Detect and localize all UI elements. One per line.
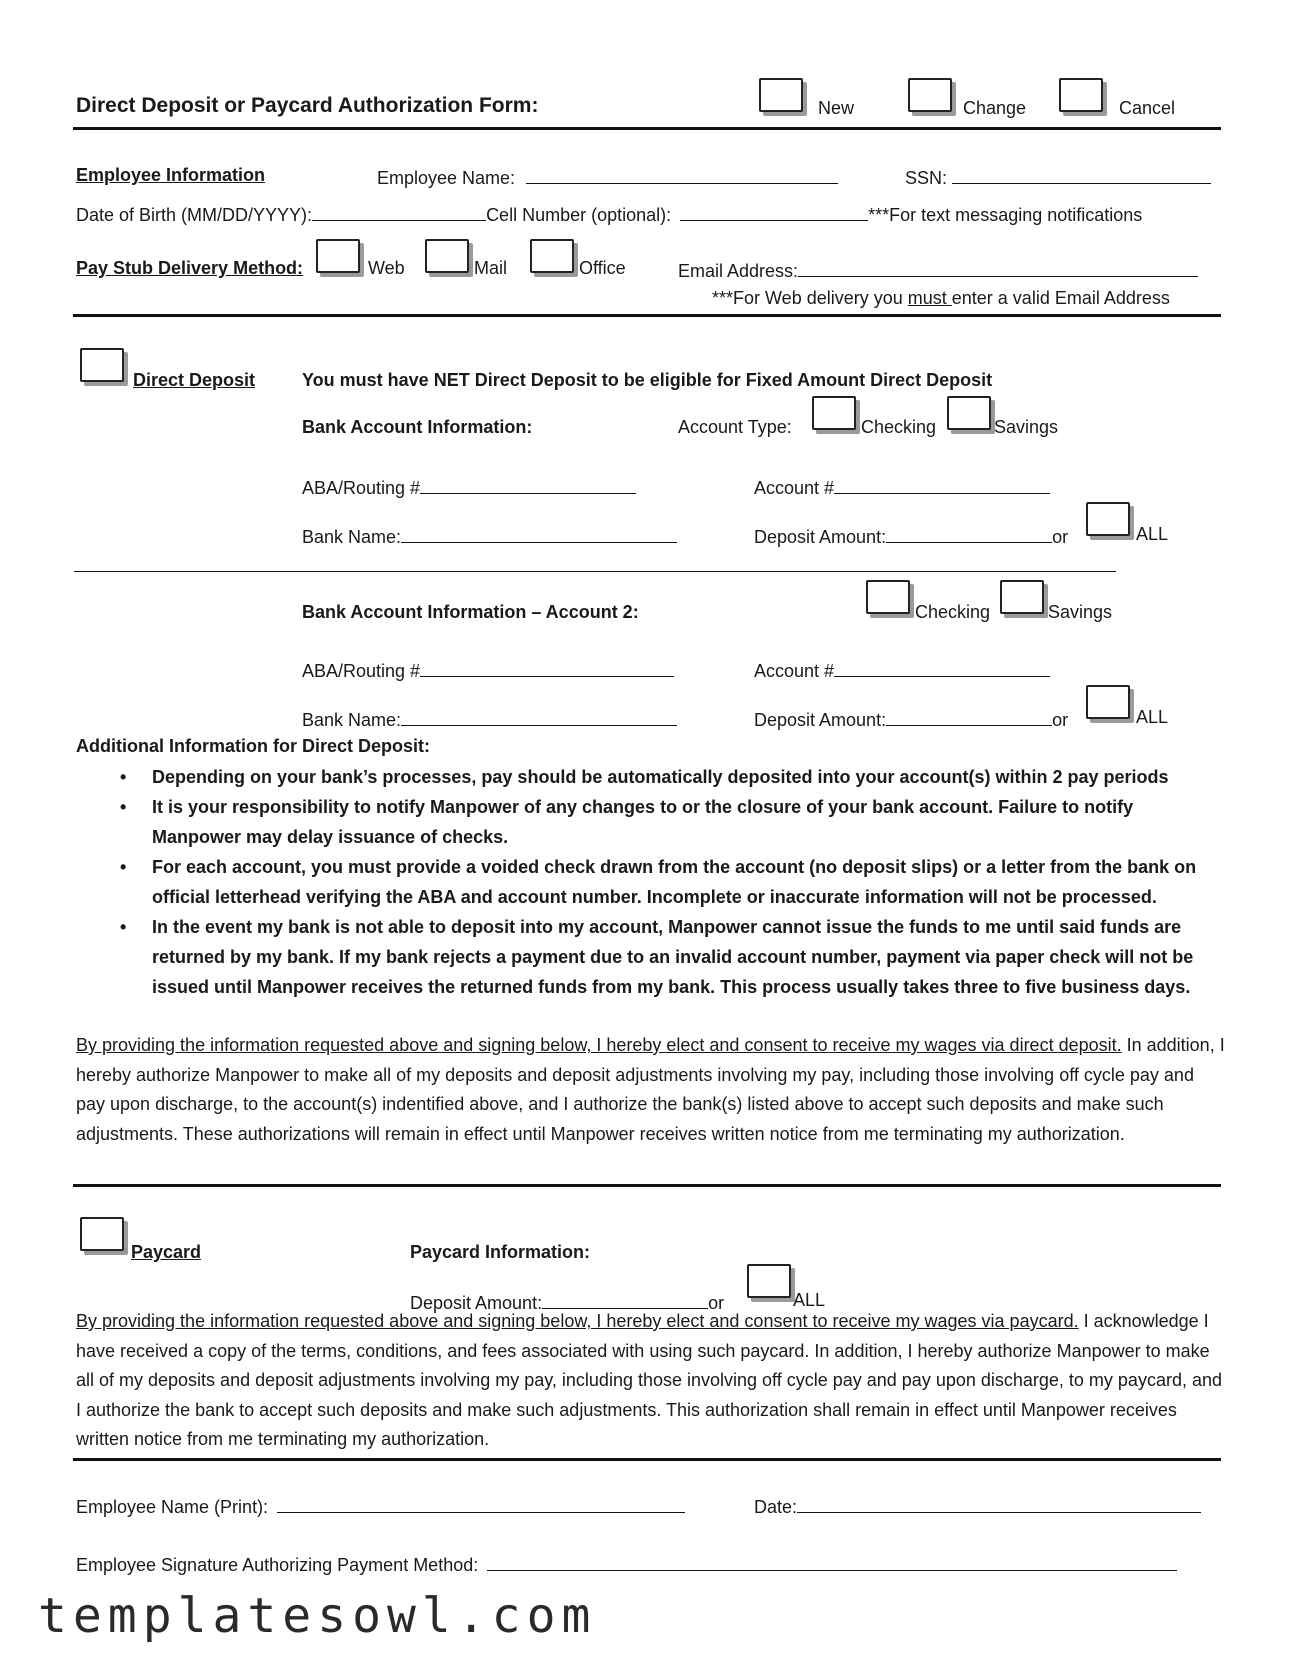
account-row <box>754 476 1050 497</box>
paycard-consent <box>76 1307 1226 1455</box>
employee-name-row <box>377 166 838 187</box>
bank-name2-field[interactable] <box>401 708 677 726</box>
account-divider <box>74 571 1116 572</box>
signature-field[interactable] <box>487 1553 1177 1571</box>
bullet-text: For each account, you must provide a voided check drawn from the account (no deposit slips) or a letter from the bank on official letterhead verifying the ABA and account number. Incomplete or inaccurate information will not be processed. <box>152 857 1197 907</box>
dob-label: Date of Birth (MM/DD/YYYY): <box>76 205 313 225</box>
office-label: Office <box>579 258 626 278</box>
deposit-amount-field[interactable] <box>886 525 1052 543</box>
name-print-label: Employee Name (Print): <box>76 1497 269 1517</box>
routing-label: ABA/Routing # <box>302 478 421 498</box>
email-label: Email Address: <box>678 261 799 281</box>
direct-deposit-checkbox[interactable] <box>80 348 124 382</box>
web-note-pre: ***For Web delivery you <box>712 288 908 308</box>
account2-field[interactable] <box>834 659 1050 677</box>
ssn-field[interactable] <box>952 166 1211 184</box>
dob-field[interactable] <box>312 203 486 221</box>
employee-divider <box>73 314 1221 317</box>
paycard-divider <box>73 1458 1221 1461</box>
pay-stub-label: Pay Stub Delivery Method: <box>76 258 304 278</box>
ssn-row <box>905 166 1211 187</box>
change-label: Change <box>963 98 1027 118</box>
bank-name2-row <box>302 708 677 729</box>
bank-info-label: Bank Account Information: <box>302 417 533 437</box>
date-field[interactable] <box>797 1495 1201 1513</box>
account-label: Account # <box>754 478 835 498</box>
employee-info-heading: Employee Information <box>76 165 266 185</box>
signature-row <box>76 1553 1177 1574</box>
mail-label: Mail <box>474 258 508 278</box>
cell-note: ***For text messaging notifications <box>868 205 1143 225</box>
signature-label: Employee Signature Authorizing Payment Method: <box>76 1555 479 1575</box>
account-field[interactable] <box>834 476 1050 494</box>
all2-label: ALL <box>1136 707 1169 727</box>
checking-checkbox[interactable] <box>812 396 856 430</box>
direct-deposit-consent <box>76 1031 1226 1149</box>
email-row <box>678 259 1198 280</box>
paycard-deposit-label: Deposit Amount: <box>410 1293 543 1313</box>
dd-consent-rest: In addition, I hereby authorize Manpower to make all of my deposits and deposit adjustments involving my pay, including those involving off cycle pay and pay upon discharge, to the account(s) indentified above, and I authorize the bank(s) listed above to accept such deposits and make such adjustments. These authorizations will remain in effect until Manpower receives written notice from me terminating my authorization. <box>76 1035 1225 1144</box>
bullet-text: It is your responsibility to notify Manpower of any changes to or the closure of your bank account. Failure to notify Manpower may delay issuance of checks. <box>152 797 1134 847</box>
bullet-text: Depending on your bank’s processes, pay should be automatically deposited into your account(s) within 2 pay periods <box>152 767 1169 787</box>
change-checkbox[interactable] <box>908 78 952 112</box>
deposit-amount-row <box>754 525 1068 546</box>
web-delivery-note <box>712 289 1170 307</box>
ssn-label: SSN: <box>905 168 948 188</box>
account2-label: Account # <box>754 661 835 681</box>
cancel-checkbox[interactable] <box>1059 78 1103 112</box>
bank-name2-label: Bank Name: <box>302 710 402 730</box>
deposit-amount2-field[interactable] <box>886 708 1052 726</box>
all-checkbox[interactable] <box>1086 502 1130 536</box>
savings2-checkbox[interactable] <box>1000 580 1044 614</box>
web-checkbox[interactable] <box>316 239 360 273</box>
web-note-post: enter a valid Email Address <box>951 288 1170 308</box>
or-label: or <box>1052 527 1069 547</box>
bullet-item: • For each account, you must provide a voided check drawn from the account (no deposit slips) or a letter from the bank on official letterhead verifying the ABA and account number. Incomplete or inaccurate information will not be processed. <box>120 857 1197 907</box>
savings-label: Savings <box>994 417 1059 437</box>
routing2-row <box>302 659 674 680</box>
bank-info2-label: Bank Account Information – Account 2: <box>302 602 639 622</box>
bullet-text: In the event my bank is not able to deposit into my account, Manpower cannot issue the funds to me until said funds are returned by my bank. If my bank rejects a payment due to an invalid account number, payment via paper check will not be issued until Manpower receives the returned funds from my bank. This process usually takes three to five business days. <box>152 917 1194 997</box>
all-label: ALL <box>1136 524 1169 544</box>
new-label: New <box>818 98 855 118</box>
checking-label: Checking <box>861 417 937 437</box>
cancel-label: Cancel <box>1119 98 1176 118</box>
additional-info-heading: Additional Information for Direct Deposit: <box>76 736 430 756</box>
name-print-row <box>76 1495 685 1516</box>
deposit-amount-label: Deposit Amount: <box>754 527 887 547</box>
cell-field[interactable] <box>680 203 868 221</box>
paycard-info-label: Paycard Information: <box>410 1242 591 1262</box>
date-label: Date: <box>754 1497 798 1517</box>
name-print-field[interactable] <box>277 1495 685 1513</box>
deposit-amount2-row <box>754 708 1068 729</box>
checking2-checkbox[interactable] <box>866 580 910 614</box>
account2-row <box>754 659 1050 680</box>
employee-name-field[interactable] <box>526 166 838 184</box>
all2-checkbox[interactable] <box>1086 685 1130 719</box>
bank-name-field[interactable] <box>401 525 677 543</box>
paycard-label: Paycard <box>131 1242 202 1262</box>
routing2-field[interactable] <box>420 659 674 677</box>
routing-field[interactable] <box>420 476 636 494</box>
bullet-item: • Depending on your bank’s processes, pay should be automatically deposited into your account(s) within 2 pay periods <box>120 767 1169 787</box>
paycard-all-label: ALL <box>793 1290 826 1310</box>
paycard-all-checkbox[interactable] <box>747 1264 791 1298</box>
mail-checkbox[interactable] <box>425 239 469 273</box>
web-note-must: must <box>907 288 952 308</box>
form-title: Direct Deposit or Paycard Authorization Form: <box>76 94 539 117</box>
account-type-label: Account Type: <box>678 417 792 437</box>
deposit-amount2-label: Deposit Amount: <box>754 710 887 730</box>
new-checkbox[interactable] <box>759 78 803 112</box>
paycard-checkbox[interactable] <box>80 1217 124 1251</box>
paycard-or-label: or <box>708 1293 725 1313</box>
bank-name-label: Bank Name: <box>302 527 402 547</box>
pc-consent-rest: I acknowledge I have received a copy of the terms, conditions, and fees associated with using such paycard. In addition, I hereby authorize Manpower to make all of my deposits and deposit adjustments involving my pay, including those involving off cycle pay and pay upon discharge, to my paycard, and I authorize the bank to accept such deposits and make such adjustments. This authorization shall remain in effect until Manpower receives written notice from me terminating my authorization. <box>76 1311 1222 1449</box>
savings-checkbox[interactable] <box>947 396 991 430</box>
employee-name-label: Employee Name: <box>377 168 516 188</box>
email-field[interactable] <box>798 259 1198 277</box>
header-divider <box>73 127 1221 130</box>
pc-consent-underlined: By providing the information requested above and signing below, I hereby elect and consent to receive my wages via paycard. <box>76 1311 1079 1331</box>
direct-deposit-divider <box>73 1184 1221 1187</box>
bullet-item: • In the event my bank is not able to deposit into my account, Manpower cannot issue the funds to me until said funds are returned by my bank. If my bank rejects a payment due to an invalid account number, payment via paper check will not be issued until Manpower receives the returned funds from my bank. This process usually takes three to five business days. <box>120 917 1194 997</box>
direct-deposit-label: Direct Deposit <box>133 370 256 390</box>
savings2-label: Savings <box>1048 602 1113 622</box>
watermark: templatesowl.com <box>38 1588 597 1644</box>
date-row <box>754 1495 1201 1516</box>
routing2-label: ABA/Routing # <box>302 661 421 681</box>
or2-label: or <box>1052 710 1069 730</box>
dd-consent-underlined: By providing the information requested above and signing below, I hereby elect and consent to receive my wages via direct deposit. <box>76 1035 1122 1055</box>
bullet-item: • It is your responsibility to notify Manpower of any changes to or the closure of your bank account. Failure to notify Manpower may delay issuance of checks. <box>120 797 1134 847</box>
bank-name-row <box>302 525 677 546</box>
office-checkbox[interactable] <box>530 239 574 273</box>
net-deposit-notice: You must have NET Direct Deposit to be eligible for Fixed Amount Direct Deposit <box>302 370 993 390</box>
routing-row <box>302 476 636 497</box>
web-label: Web <box>368 258 405 278</box>
cell-label: Cell Number (optional): <box>486 205 672 225</box>
checking2-label: Checking <box>915 602 991 622</box>
dob-cell-row <box>76 203 1142 224</box>
